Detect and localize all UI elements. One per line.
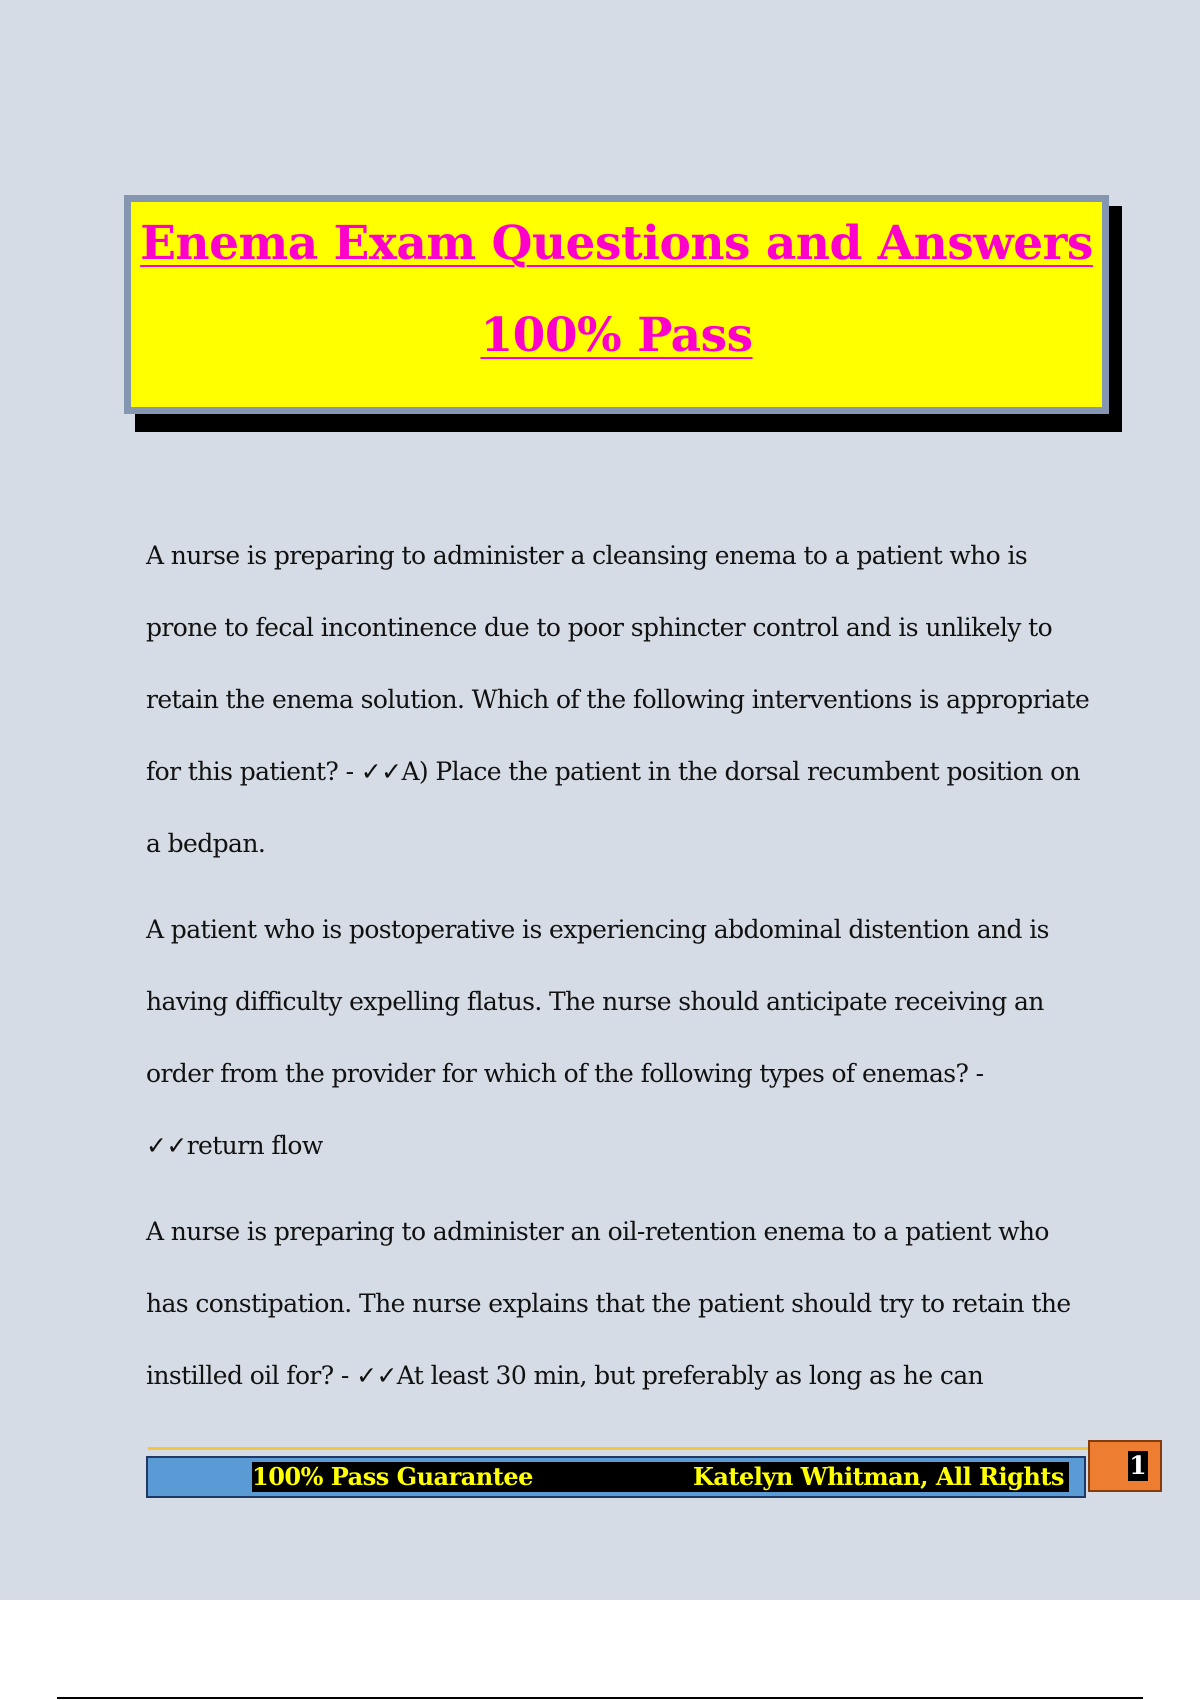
next-page-rule [57, 1697, 1143, 1699]
qa-content [146, 520, 1096, 1426]
footer-divider [148, 1447, 1088, 1450]
page-number-badge [1088, 1440, 1162, 1492]
document-title-line-1: Enema Exam Questions and Answers [140, 216, 1093, 271]
footer-bar [146, 1456, 1086, 1498]
document-title-line-2: 100% Pass [480, 308, 753, 363]
footer-copyright-text: Katelyn Whitman, All Rights [693, 1462, 1064, 1491]
qa-item-2: A patient who is postoperative is experiencing abdominal distention and is having difficulty expelling flatus. The nurse should anticipate receiving an order from the provider for which of the following types of enemas? - ✓✓return flow [146, 915, 1049, 1160]
footer-guarantee-text: 100% Pass Guarantee [252, 1462, 533, 1491]
qa-item-1: A nurse is preparing to administer a cleansing enema to a patient who is prone to fecal incontinence due to poor sphincter control and is unlikely to retain the enema solution. Which of the following interventions is appropriate for this patient? - ✓✓A) Place the patient in the dorsal recumbent position on a bedpan. [146, 541, 1090, 858]
page-number: 1 [1129, 1451, 1147, 1480]
title-box [124, 195, 1109, 414]
qa-item-3: A nurse is preparing to administer an oil-retention enema to a patient who has constipation. The nurse explains that the patient should try to retain the instilled oil for? - ✓✓At least 30 min, but preferably as long as he can [146, 1217, 1071, 1390]
